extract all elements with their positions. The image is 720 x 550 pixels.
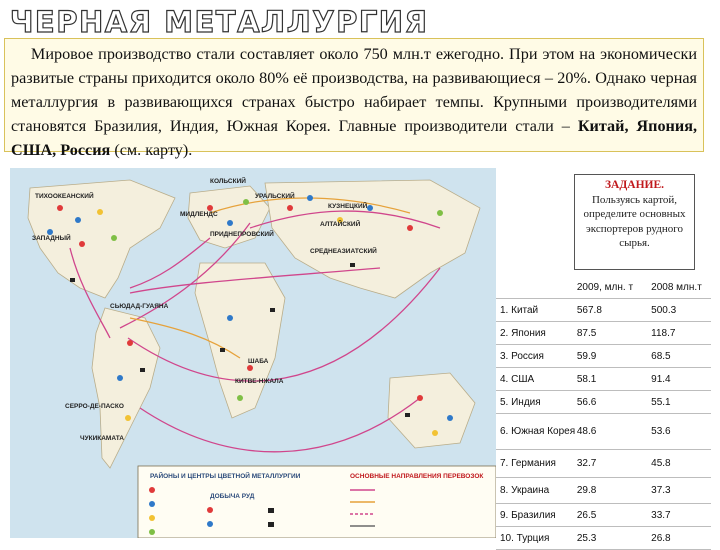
table-cell-2008: 53.6 [651, 414, 711, 450]
legend-subtitle: ДОБЫЧА РУД [210, 493, 255, 500]
table-cell-2008: 500.3 [651, 299, 711, 322]
table-cell-country: 3. Россия [496, 345, 577, 368]
table-row [496, 478, 711, 504]
table-cell-2008: 68.5 [651, 345, 711, 368]
table-cell-2009: 59.9 [577, 345, 651, 368]
table-cell-country: 6. Южная Корея [496, 414, 577, 450]
map-label-kolsky: КОЛЬСКИЙ [210, 178, 246, 185]
legend-routes-title: ОСНОВНЫЕ НАПРАВЛЕНИЯ ПЕРЕВОЗОК [350, 473, 484, 480]
table-row [496, 345, 711, 368]
page-title [8, 4, 478, 38]
table-cell-country: 8. Украина [496, 478, 577, 504]
table-cell-2008: 37.3 [651, 478, 711, 504]
table-cell-2009: 56.6 [577, 391, 651, 414]
table-cell-2009: 58.1 [577, 368, 651, 391]
map-label-syudad-guayana: СЬЮДАД-ГУАЯНА [110, 303, 169, 310]
table-row [496, 299, 711, 322]
table-cell-country: 10. Турция [496, 527, 577, 550]
steel-production-table [496, 276, 711, 550]
legend-title: РАЙОНЫ И ЦЕНТРЫ ЦВЕТНОЙ МЕТАЛЛУРГИИ [150, 473, 301, 480]
map-label-zapadny: ЗАПАДНЫЙ [32, 235, 71, 242]
table-cell-2008: 45.8 [651, 450, 711, 478]
table-cell-2009: 48.6 [577, 414, 651, 450]
intro-text-1: Мировое производство стали составляет около 750 млн.т ежегодно. При этом на экономически развитые страны приходится около 80% её производства, на развивающиеся – 20%. Однако черная металлургия в развивающихся странах быстро набирает темпы. Крупными производителями становятся Бразилия, Индия, Южная Корея. Главные производители стали – [11, 45, 697, 135]
table-cell-country: 2. Япония [496, 322, 577, 345]
map-label-uralsky: УРАЛЬСКИЙ [255, 193, 295, 200]
map-label-kuznetsky: КУЗНЕЦКИЙ [328, 203, 368, 210]
table-cell-2009: 25.3 [577, 527, 651, 550]
table-cell-country: 1. Китай [496, 299, 577, 322]
table-row [496, 414, 711, 450]
task-heading: ЗАДАНИЕ. [604, 179, 665, 191]
intro-paragraph [4, 38, 704, 159]
table-cell-country: 5. Индия [496, 391, 577, 414]
page-title-text: ЧЕРНАЯ МЕТАЛЛУРГИЯ [10, 5, 429, 38]
table-row [496, 527, 711, 550]
task-box [574, 174, 695, 270]
map-label-midlends: МИДЛЕНДС [180, 211, 218, 218]
table-header-2008: 2008 млн.т [651, 276, 711, 299]
map-label-shaba: ШАБА [248, 358, 269, 365]
map-label-chukikamata: ЧУКИКАМАТА [80, 435, 124, 442]
table-cell-2009: 32.7 [577, 450, 651, 478]
table-cell-country: 7. Германия [496, 450, 577, 478]
table-header-row [496, 276, 711, 299]
table-cell-2008: 26.8 [651, 527, 711, 550]
table-cell-2008: 91.4 [651, 368, 711, 391]
table-cell-2009: 87.5 [577, 322, 651, 345]
table-row [496, 391, 711, 414]
table-cell-2008: 33.7 [651, 504, 711, 527]
table-cell-2009: 567.8 [577, 299, 651, 322]
table-cell-country: 9. Бразилия [496, 504, 577, 527]
table-row [496, 322, 711, 345]
map-label-altaisky: АЛТАЙСКИЙ [320, 221, 361, 228]
table-cell-country: 4. США [496, 368, 577, 391]
table-row [496, 504, 711, 527]
map-label-serro-de-pasko: СЕРРО-ДЕ-ПАСКО [65, 403, 124, 410]
table-row [496, 368, 711, 391]
table-cell-2008: 55.1 [651, 391, 711, 414]
table-cell-2008: 118.7 [651, 322, 711, 345]
intro-text-2: (см. карту). [110, 141, 193, 159]
table-cell-2009: 26.5 [577, 504, 651, 527]
table-cell-2009: 29.8 [577, 478, 651, 504]
world-map [10, 168, 496, 538]
table-header-country [496, 276, 577, 299]
table-header-2009: 2009, млн. т [577, 276, 651, 299]
map-label-tikhookeansky: ТИХООКЕАНСКИЙ [35, 193, 94, 200]
map-legend [138, 466, 496, 538]
map-label-kitve-nzhala: КИТВЕ-НЖАЛА [235, 378, 284, 385]
map-label-pridneprovsky: ПРИДНЕПРОВСКИЙ [210, 231, 274, 238]
map-label-sredneaziatsky: СРЕДНЕАЗИАТСКИЙ [310, 248, 377, 255]
table-row [496, 450, 711, 478]
intro-countries: Китай, Япония, США, Россия [11, 117, 698, 159]
task-text: Пользуясь картой, определите основных экспортеров рудного сырья. [583, 193, 686, 250]
